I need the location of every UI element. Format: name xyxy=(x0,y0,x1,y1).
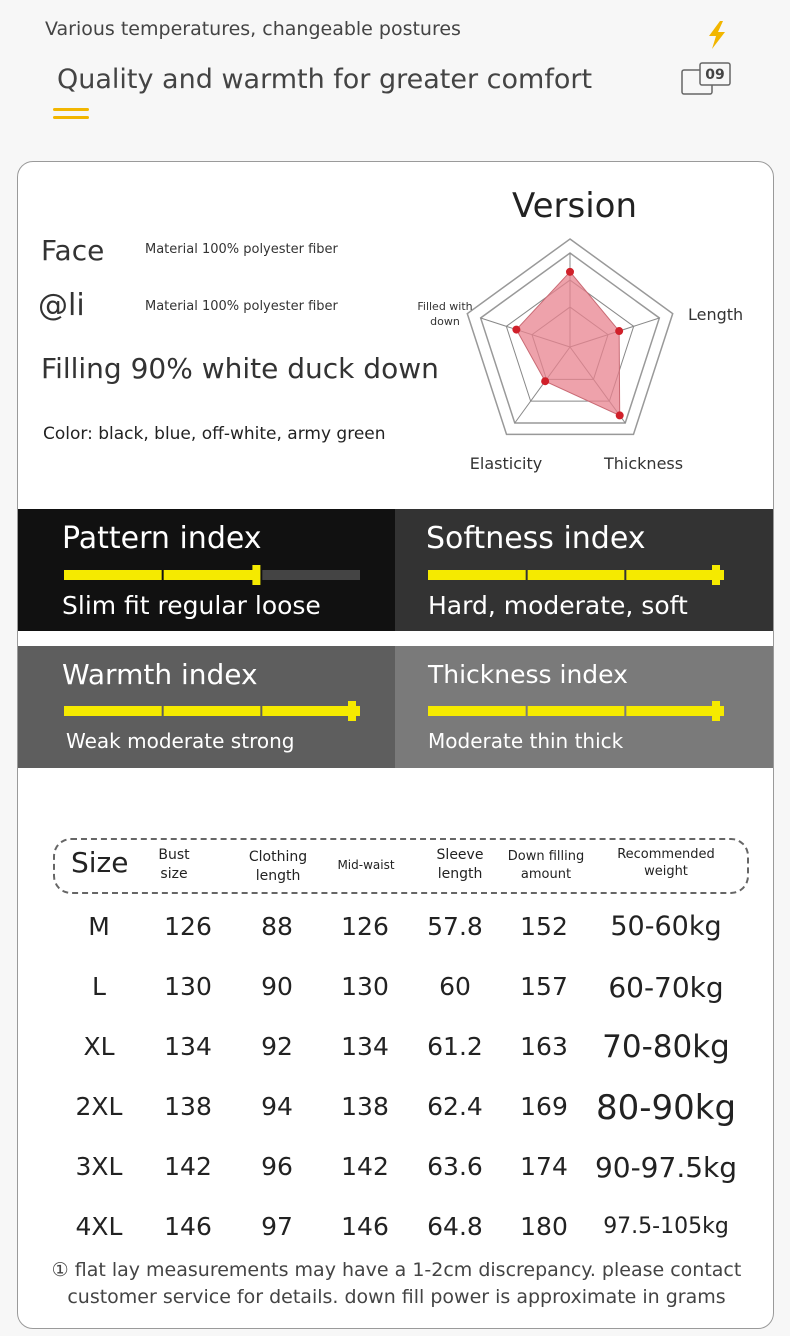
recommended-weight-cell: 97.5-105kg xyxy=(603,1213,729,1239)
radar-point xyxy=(512,326,520,334)
lining-material: Material 100% polyester fiber xyxy=(145,299,338,314)
product-spec-card xyxy=(17,161,774,1329)
radar-chart xyxy=(398,230,758,480)
header-sleeve-length: Sleeve length xyxy=(436,847,484,882)
thickness-index-tile xyxy=(395,646,774,768)
index-marker xyxy=(712,701,720,721)
size-label: L xyxy=(92,972,106,1001)
softness-index-bar xyxy=(428,564,728,586)
pattern-index-bar xyxy=(64,564,364,586)
table-cell: 152 xyxy=(520,912,568,941)
table-cell: 63.6 xyxy=(427,1152,483,1181)
recommended-weight-cell: 50-60kg xyxy=(610,911,722,942)
radar-label-filled-line2: down xyxy=(430,315,460,328)
pattern-index-desc: Slim fit regular loose xyxy=(62,591,321,620)
radar-point xyxy=(541,377,549,385)
radar-label-filled-line1: Filled with xyxy=(417,300,473,313)
face-label: Face xyxy=(41,234,105,267)
recommended-weight-cell: 70-80kg xyxy=(602,1029,730,1065)
table-cell: 146 xyxy=(341,1212,389,1241)
warmth-index-tile xyxy=(18,646,395,768)
table-cell: 92 xyxy=(261,1032,293,1061)
table-cell: 126 xyxy=(164,912,212,941)
table-cell: 130 xyxy=(164,972,212,1001)
table-cell: 138 xyxy=(341,1092,389,1121)
thickness-index-bar xyxy=(428,700,728,722)
table-cell: 94 xyxy=(261,1092,293,1121)
header-size: Size xyxy=(71,846,129,879)
title-underline xyxy=(53,108,89,124)
header-recommended-weight: Recommended weight xyxy=(617,847,715,879)
table-cell: 138 xyxy=(164,1092,212,1121)
index-marker xyxy=(252,565,260,585)
thickness-index-title: Thickness index xyxy=(428,660,628,689)
header-bust: Bust size xyxy=(158,847,190,882)
header-subtitle: Various temperatures, changeable postures xyxy=(45,18,461,40)
table-cell: 163 xyxy=(520,1032,568,1061)
table-cell: 88 xyxy=(261,912,293,941)
softness-index-tile xyxy=(395,509,774,631)
size-label: 3XL xyxy=(75,1152,123,1181)
table-cell: 126 xyxy=(341,912,389,941)
header-down-filling: Down filling amount xyxy=(507,849,585,882)
table-cell: 157 xyxy=(520,972,568,1001)
pattern-index-title: Pattern index xyxy=(62,521,262,556)
softness-index-desc: Hard, moderate, soft xyxy=(428,591,688,620)
size-label: XL xyxy=(83,1032,115,1061)
footnote-line-1: ① flat lay measurements may have a 1-2cm discrepancy. please contact xyxy=(51,1259,742,1281)
header-title: Quality and warmth for greater comfort xyxy=(57,64,593,95)
lining-label: @li xyxy=(38,288,85,323)
color-options: Color: black, blue, off-white, army green xyxy=(43,424,386,444)
size-label: 2XL xyxy=(75,1092,123,1121)
radar-label-length: Length xyxy=(688,305,744,324)
table-cell: 90 xyxy=(261,972,293,1001)
radar-label-thickness: Thickness xyxy=(604,454,684,473)
index-marker xyxy=(348,701,356,721)
warmth-index-bar xyxy=(64,700,364,722)
softness-index-title: Softness index xyxy=(426,521,646,556)
filling-text: Filling 90% white duck down xyxy=(41,352,439,385)
header-mid-waist: Mid-waist xyxy=(337,858,395,872)
radar-point xyxy=(616,411,624,419)
size-label: 4XL xyxy=(75,1212,123,1241)
table-cell: 174 xyxy=(520,1152,568,1181)
table-cell: 146 xyxy=(164,1212,212,1241)
radar-value-area xyxy=(516,272,619,416)
warmth-index-desc: Weak moderate strong xyxy=(66,729,295,753)
radar-title: Version xyxy=(512,186,638,226)
recommended-weight-cell: 80-90kg xyxy=(595,1087,737,1128)
recommended-weight-cell: 60-70kg xyxy=(608,970,724,1004)
warmth-index-title: Warmth index xyxy=(62,658,258,691)
page-number-icon xyxy=(680,60,732,98)
index-marker xyxy=(712,565,720,585)
size-label: M xyxy=(88,912,110,941)
thickness-index-desc: Moderate thin thick xyxy=(428,729,624,753)
footnote-line-2: customer service for details. down fill power is approximate in grams xyxy=(67,1286,726,1308)
radar-point xyxy=(615,327,623,335)
table-cell: 134 xyxy=(164,1032,212,1061)
radar-label-elasticity: Elasticity xyxy=(469,454,543,473)
table-cell: 61.2 xyxy=(427,1032,483,1061)
table-cell: 96 xyxy=(261,1152,293,1181)
radar-point xyxy=(566,268,574,276)
table-cell: 180 xyxy=(520,1212,568,1241)
header-clothing-length: Clothing length xyxy=(248,849,308,884)
table-cell: 62.4 xyxy=(427,1092,483,1121)
page-badge: 09 xyxy=(705,67,725,83)
table-cell: 142 xyxy=(341,1152,389,1181)
table-cell: 134 xyxy=(341,1032,389,1061)
lightning-bolt-icon xyxy=(704,20,730,50)
table-cell: 97 xyxy=(261,1212,293,1241)
table-cell: 57.8 xyxy=(427,912,483,941)
table-cell: 169 xyxy=(520,1092,568,1121)
table-cell: 64.8 xyxy=(427,1212,483,1241)
table-cell: 130 xyxy=(341,972,389,1001)
face-material: Material 100% polyester fiber xyxy=(145,242,338,257)
recommended-weight-cell: 90-97.5kg xyxy=(594,1150,738,1184)
table-cell: 142 xyxy=(164,1152,212,1181)
table-cell: 60 xyxy=(439,972,471,1001)
pattern-index-tile xyxy=(18,509,395,631)
